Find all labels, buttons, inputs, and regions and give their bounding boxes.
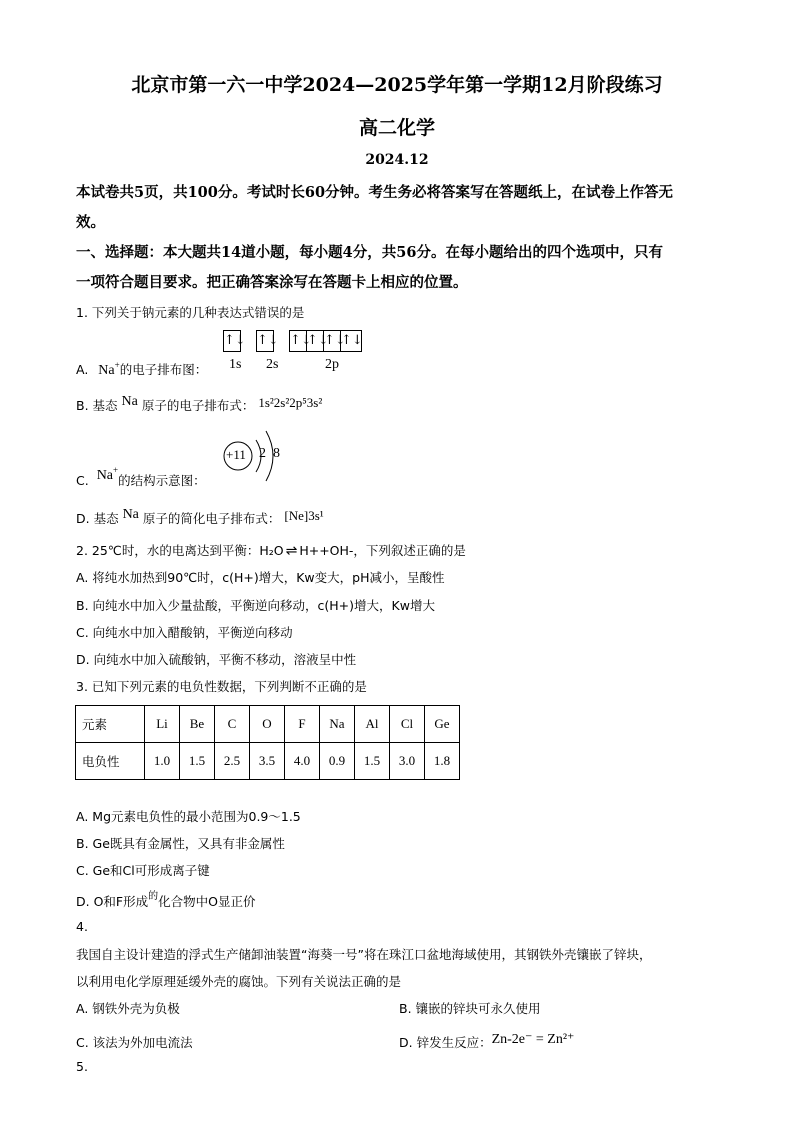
q2-option-b: B. 向纯水中加入少量盐酸，平衡逆向移动，c(H+)增大，Kw增大 xyxy=(76,598,435,613)
q1-d-prefix: D. 基态 xyxy=(76,511,119,526)
table-cell: Al xyxy=(355,706,390,743)
q4-option-b: B. 镶嵌的锌块可永久使用 xyxy=(399,1001,541,1016)
q1-d-config: [Ne]3s¹ xyxy=(284,508,324,523)
q4-option-c: C. 该法为外加电流法 xyxy=(76,1035,193,1050)
table-cell: C xyxy=(215,706,250,743)
q2-option-c: C. 向纯水中加入醋酸钠，平衡逆向移动 xyxy=(76,625,293,640)
table-header-electronegativity: 电负性 xyxy=(76,743,145,780)
table-header-element: 元素 xyxy=(76,706,145,743)
q1-option-d xyxy=(76,509,324,528)
q1-b-atom: Na xyxy=(121,394,138,409)
orbital-2s: ↑↓ xyxy=(257,330,274,352)
table-cell: 2.5 xyxy=(215,743,250,780)
orbital-1s: ↑↓ xyxy=(224,330,241,352)
table-cell: 1.5 xyxy=(180,743,215,780)
table-cell: 0.9 xyxy=(320,743,355,780)
orbital-label-2s: 2s xyxy=(266,357,279,372)
exam-title: 北京市第一六一中学2024—2025学年第一学期12月阶段练习 xyxy=(131,74,663,96)
q1-a-ion: Na+ xyxy=(98,360,120,378)
table-row-elements xyxy=(76,706,460,743)
q1-option-a xyxy=(76,360,207,379)
nucleus-charge: +11 xyxy=(226,447,246,462)
table-cell: Na xyxy=(320,706,355,743)
q1-a-prefix: A. xyxy=(76,362,89,377)
q3-option-d: D. O和F形成$^的$化合物中O显正价 xyxy=(76,891,256,909)
q2-option-a: A. 将纯水加热到90℃时，c(H+)增大，Kw变大，pH减小，呈酸性 xyxy=(76,570,445,585)
q2-option-d: D. 向纯水中加入硫酸钠，平衡不移动，溶液呈中性 xyxy=(76,652,357,667)
orbital-label-1s: 1s xyxy=(229,357,242,372)
shell-2-electrons: 8 xyxy=(273,446,280,461)
q1-c-prefix: C. xyxy=(76,473,89,488)
q3-stem: 3. 已知下列元素的电负性数据，下列判断不正确的是 xyxy=(76,679,367,694)
intro-line-2: 效。 xyxy=(76,214,105,231)
q4-d-equation: Zn-2e⁻ = Zn²⁺ xyxy=(491,1032,575,1047)
table-cell: Li xyxy=(145,706,180,743)
table-cell: Be xyxy=(180,706,215,743)
q1-c-ion: Na+ xyxy=(96,465,119,483)
table-cell: 3.0 xyxy=(390,743,425,780)
q3-option-a: A. Mg元素电负性的最小范围为0.9～1.5 xyxy=(76,809,301,824)
subject-title: 高二化学 xyxy=(358,117,435,139)
q1-d-atom: Na xyxy=(122,507,139,522)
q1-option-b xyxy=(76,396,322,415)
intro-line-1: 本试卷共5页，共100分。考试时长60分钟。考生务必将答案写在答题纸上，在试卷上作答无 xyxy=(76,184,674,201)
table-cell: Cl xyxy=(390,706,425,743)
q1-b-prefix: B. 基态 xyxy=(76,398,118,413)
table-cell: 1.5 xyxy=(355,743,390,780)
q4-stem-line-1: 我国自主设计建造的浮式生产储卸油装置“海葵一号”将在珠江口盆地海域使用，其钢铁外壳镶嵌了锌块， xyxy=(76,947,652,962)
section1-line-2: 一项符合题目要求。把正确答案涂写在答题卡上相应的位置。 xyxy=(76,274,468,291)
table-cell: O xyxy=(250,706,285,743)
electronegativity-table xyxy=(75,705,460,780)
q4-option-a: A. 钢铁外壳为负极 xyxy=(76,1001,180,1016)
orbital-2p: ↑↓↑↓↑↓↑↓ xyxy=(290,330,362,352)
q5-number: 5. xyxy=(76,1059,88,1074)
equilibrium-arrow-icon: ⇌ xyxy=(285,543,298,559)
q1-stem: 1. 下列关于钠元素的几种表达式错误的是 xyxy=(76,305,305,320)
section1-line-1: 一、选择题：本大题共14道小题，每小题4分，共56分。在每小题给出的四个选项中，只有 xyxy=(76,244,663,261)
table-cell: 1.8 xyxy=(425,743,460,780)
table-cell: 4.0 xyxy=(285,743,320,780)
q3-option-c: C. Ge和Cl可形成离子键 xyxy=(76,863,210,878)
q4-option-d: D. 锌发生反应：Zn-2e⁻ = Zn²⁺ xyxy=(399,1032,575,1050)
q2-stem: 2. 25℃时，水的电离达到平衡：H₂O ⇌ H++OH-，下列叙述正确的是 xyxy=(76,543,466,559)
shell-arc-2 xyxy=(266,431,273,481)
q3-option-b: B. Ge既具有金属性，又具有非金属性 xyxy=(76,836,285,851)
orbital-label-2p: 2p xyxy=(325,357,339,372)
q1-a-text: 的电子排布图： xyxy=(119,362,208,377)
table-cell: 1.0 xyxy=(145,743,180,780)
q1-b-text: 原子的电子排布式： xyxy=(141,398,255,413)
q1-d-text: 原子的简化电子排布式： xyxy=(142,511,281,526)
q1-b-config: 1s²2s²2p⁵3s² xyxy=(258,395,323,410)
table-cell: 3.5 xyxy=(250,743,285,780)
table-row-values xyxy=(76,743,460,780)
orbital-diagram xyxy=(224,330,370,352)
q1-option-c xyxy=(76,465,206,490)
q1-c-text: 的结构示意图： xyxy=(118,473,206,488)
q4-stem-line-2: 以利用电化学原理延缓外壳的腐蚀。下列有关说法正确的是 xyxy=(76,974,402,989)
table-cell: F xyxy=(285,706,320,743)
table-cell: Ge xyxy=(425,706,460,743)
exam-date: 2024.12 xyxy=(365,152,429,168)
q4-number: 4. xyxy=(76,919,88,934)
shell-1-electrons: 2 xyxy=(259,446,266,461)
